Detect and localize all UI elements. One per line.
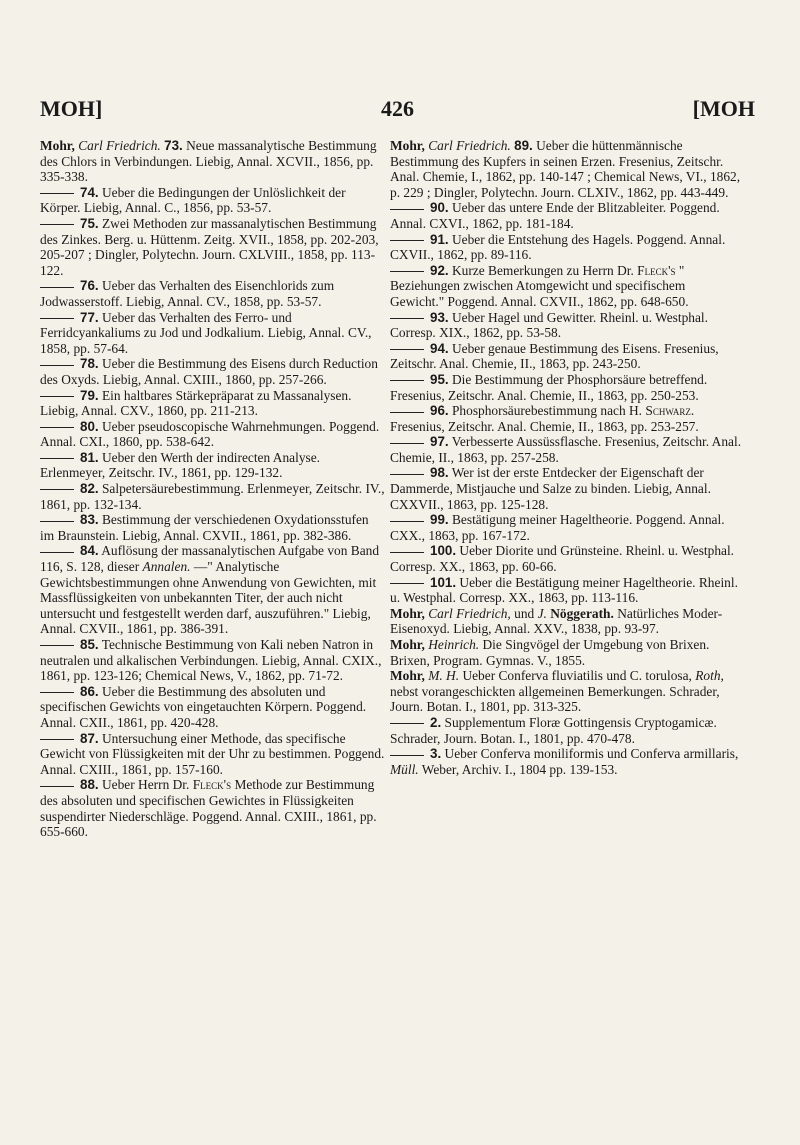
ditto-dash [40,521,74,522]
entry-text: Ueber pseudoscopische Wahrnehmungen. Poggend. Annal. CXI., 1860, pp. 538-642. [40,418,380,450]
entry-number: 81. [80,449,99,465]
entry-author: Mohr, [40,138,75,153]
entry-author-name: Carl Friedrich, [428,605,511,621]
entry-number: 84. [80,543,99,559]
entry-author-name: M. H. [428,668,460,684]
entry-text: Ueber die Bestätigung meiner Hageltheorie. Rheinl. u. Westphal. Corresp. XX., 1863, pp. 113-116. [390,574,738,606]
entry-number: 96. [430,403,449,419]
ditto-dash [40,458,74,459]
entry-number: 91. [430,231,449,247]
entry-text-cont: Fresenius, Zeitschr. Anal. Chemie, II., 1863, pp. 253-257. [390,418,699,434]
entry-text: Verbesserte Aussüssflasche. Fresenius, Zeitschr. Anal. Chemie, II., 1863, pp. 257-258. [390,434,742,465]
bibliography-entry [390,668,742,715]
entry-text: Natürliches Moder-Eisenoxyd. Liebig, Annal. XXV., 1838, pp. 93-97. [390,605,723,637]
entry-smallcaps: Fleck's [637,262,676,278]
ditto-dash [40,318,74,319]
entry-text-cont: —" Analytische Gewichtsbestimmungen ohne Anwendung von Gewichten, mit Massflüssigkeiten von unbekannten Titer, der auch nicht untersucht und festgestellt werden darf, auszuführen." Liebig, Annal. CXVII., 1861, pp. 386-391. [40,559,377,637]
entry-smallcaps: Fleck's [192,777,232,793]
entry-text: Ein haltbares Stärkepräparat zu Massanalysen. Liebig, Annal. CXV., 1860, pp. 211-213. [40,387,352,419]
bibliography-entry [40,450,385,481]
entry-number: 79. [80,387,99,403]
page-number: 426 [381,96,414,121]
bibliography-entry [40,637,385,684]
bibliography-entry [390,403,742,434]
bibliography-entry [390,512,742,543]
entry-text: Supplementum Floræ Gottingensis Cryptogamicæ. Schrader, Journ. Botan. I., 1801, pp. 470-478. [390,714,717,746]
ditto-dash [390,474,424,475]
entry-text: Ueber Diorite und Grünsteine. Rheinl. u. Westphal. Corresp. XX., 1863, pp. 60-66. [390,543,735,575]
entry-number: 82. [80,481,99,497]
entry-author-name: Carl Friedrich. [428,138,511,153]
ditto-dash [40,645,74,646]
entry-number: 80. [80,418,99,434]
entry-number: 3. [430,746,442,762]
entry-text: Bestätigung meiner Hageltheorie. Poggend. Annal. CXX., 1863, pp. 167-172. [390,512,725,543]
entry-number: 94. [430,340,449,356]
entry-text-cont: Methode zur Bestimmung des absoluten und specifischen Gewichtes in Flüssigkeiten suspendirter Niederschläge. Poggend. Annal. CXIII., 1861, pp. 655-660. [40,777,377,840]
ditto-dash [40,396,74,397]
right-column [390,138,742,777]
bibliography-entry [390,606,742,637]
ditto-dash [40,365,74,366]
entry-number: 77. [80,309,99,325]
entry-number: 83. [80,512,99,528]
entry-text: Untersuchung einer Methode, das specifische Gewicht von Flüssigkeiten mit der Uhr zu bestimmen. Poggend. Annal. CXIII., 1861, pp. 157-160. [40,730,385,777]
entry-text: Kurze Bemerkungen zu Herrn Dr. [451,262,634,278]
ditto-dash [390,349,424,350]
entry-text-cont: " Beziehungen zwischen Atomgewicht und specifischem Gewicht." Poggend. Annal. CXVII., 1862, pp. 648-650. [390,262,689,309]
entry-author-name: Carl Friedrich. [78,138,161,153]
header-right: [MOH [692,96,755,121]
entry-number: 87. [80,730,99,746]
entry-coauthor: Nöggerath. [550,605,614,621]
entry-text: Ueber die Bedingungen der Unlöslichkeit der Körper. Liebig, Annal. C., 1856, pp. 53-57. [40,184,346,216]
entry-text: Ueber die Bestimmung des Eisens durch Reduction des Oxyds. Liebig, Annal. CXIII., 1860, pp. 257-266. [40,356,378,387]
entry-text: Ueber den Werth der indirecten Analyse. Erlenmeyer, Zeitschr. IV., 1861, pp. 129-132. [40,449,321,481]
entry-text: Ueber die Entstehung des Hagels. Poggend. Annal. CXVII., 1862, pp. 89-116. [390,231,726,263]
ditto-dash [390,380,424,381]
bibliography-entry [390,543,742,574]
page-header [40,96,755,126]
bibliography-entry [40,138,385,185]
header-left: MOH] [40,96,103,121]
entry-text: Die Singvögel der Umgebung von Brixen. Brixen, Program. Gymnas. V., 1855. [390,637,710,668]
entry-number: 85. [80,637,99,652]
bibliography-entry [390,715,742,746]
entry-number: 78. [80,356,99,372]
entry-text: Phosphorsäurebestimmung nach H. [451,403,643,419]
entry-author-name: Heinrich. [428,637,480,652]
entry-text: Salpetersäurebestimmung. Erlenmeyer, Zeitschr. IV., 1861, pp. 132-134. [40,481,385,512]
bibliography-entry [40,543,385,637]
entry-number: 89. [514,138,533,153]
ditto-dash [390,583,424,584]
ditto-dash [390,412,424,413]
bibliography-entry [390,434,742,465]
ditto-dash [390,271,424,272]
entry-author: Mohr, [390,637,425,652]
bibliography-entry [390,138,742,200]
entry-number: 86. [80,683,99,699]
bibliography-entry [390,465,742,512]
ditto-dash [390,521,424,522]
entry-text: Ueber genaue Bestimmung des Eisens. Fresenius, Zeitschr. Anal. Chemie, II., 1863, pp. 243-250. [390,340,719,372]
entry-text: Ueber die Bestimmung des absoluten und specifischen Gewichts von eingetauchten Körpern. Poggend. Annal. CXII., 1861, pp. 420-428. [40,683,367,730]
entry-number: 101. [430,574,457,590]
bibliography-entry [40,777,385,839]
entry-number: 75. [80,215,99,231]
entry-smallcaps: Schwarz. [645,403,695,419]
bibliography-entry [390,341,742,372]
ditto-dash [40,287,74,288]
entry-number: 99. [430,512,449,528]
bibliography-entry [40,185,385,216]
entry-text: Ueber die hüttenmännische Bestimmung des Kupfers in seinen Erzen. Fresenius, Zeitschr. Anal. Chemie, I., 1862, pp. 140-147 ; Chemical News, VI., 1862, p. 229 ; Dingler, Polytechn. Journ. CLXIV., 1862, pp. 443-449. [390,138,741,200]
ditto-dash [40,692,74,693]
ditto-dash [390,552,424,553]
entry-conjunction: und [514,605,535,621]
entry-number: 2. [430,714,442,730]
bibliography-entry [390,372,742,403]
bibliography-entry [390,263,742,310]
ditto-dash [390,443,424,444]
entry-number: 92. [430,262,449,278]
entry-author: Mohr, [390,605,425,621]
entry-text-cont: nebst vorangeschickten allgemeinen Bemerkungen. Schrader, Journ. Botan. I., 1801, pp. 313-325. [390,683,720,715]
bibliography-entry [40,356,385,387]
entry-number: 93. [430,309,449,325]
bibliography-entry [40,512,385,543]
ditto-dash [40,489,74,490]
entry-number: 74. [80,184,99,200]
entry-italic: Müll. [390,761,419,777]
bibliography-entry [40,388,385,419]
ditto-dash [40,224,74,225]
ditto-dash [40,552,74,553]
entry-text: Ueber das Verhalten des Ferro- und Ferridcyankaliums zu Jod und Jodkalium. Liebig, Annal. CV., 1858, pp. 57-64. [40,309,372,356]
ditto-dash [40,193,74,194]
bibliography-entry [40,419,385,450]
entry-text: Ueber Conferva fluviatilis und C. torulosa, [462,668,692,684]
bibliography-entry [390,310,742,341]
ditto-dash [390,723,424,724]
entry-text-cont: Weber, Archiv. I., 1804 pp. 139-153. [421,761,618,777]
entry-text: Ueber das untere Ende der Blitzableiter. Poggend. Annal. CXVI., 1862, pp. 181-184. [390,200,720,231]
entry-number: 97. [430,434,449,450]
entry-author: Mohr, [390,668,425,684]
ditto-dash [40,786,74,787]
ditto-dash [390,209,424,210]
entry-number: 100. [430,543,457,559]
entry-number: 73. [164,138,183,153]
bibliography-entry [390,637,742,668]
entry-number: 98. [430,465,449,481]
bibliography-entry [40,731,385,778]
ditto-dash [390,755,424,756]
entry-text: Ueber Conferva moniliformis und Conferva armillaris, [444,746,739,762]
bibliography-entry [40,216,385,278]
entry-text: Bestimmung der verschiedenen Oxydationsstufen im Braunstein. Liebig, Annal. CXVII., 1861, pp. 382-386. [40,512,369,543]
entry-text: Technische Bestimmung von Kali neben Natron in neutralen und alkalischen Verbindungen. Liebig, Annal. CXIX., 1861, pp. 123-126; Chemical News, V., 1862, pp. 71-72. [40,637,382,684]
ditto-dash [390,318,424,319]
bibliography-entry [40,278,385,309]
entry-text: Ueber Hagel und Gewitter. Rheinl. u. Westphal. Corresp. XIX., 1862, pp. 53-58. [390,309,708,341]
bibliography-entry [390,575,742,606]
entry-text: Ueber Herrn Dr. [101,777,190,793]
bibliography-entry [40,684,385,731]
entry-text: Wer ist der erste Entdecker der Eigenschaft der Dammerde, Mistjauche und Salze zu binden. Liebig, Annal. CXXVII., 1863, pp. 125-128. [390,465,711,512]
entry-italic: Roth, [695,668,724,684]
ditto-dash [390,240,424,241]
ditto-dash [40,427,74,428]
entry-number: 90. [430,200,449,216]
entry-number: 95. [430,371,449,387]
entry-text: Ueber das Verhalten des Eisenchlorids zum Jodwasserstoff. Liebig, Annal. CV., 1858, pp. 53-57. [40,278,335,309]
entry-text: Zwei Methoden zur massanalytischen Bestimmung des Zinkes. Berg. u. Hüttenm. Zeitg. XVII., 1858, pp. 202-203, 205-207 ; Dingler, Polytechn. Journ. CXLVIII., 1858, pp. 113-122. [40,215,379,278]
left-column [40,138,385,840]
bibliography-entry [390,746,742,777]
entry-text: Die Bestimmung der Phosphorsäure betreffend. Fresenius, Zeitschr. Anal. Chemie, II., 1863, pp. 250-253. [390,371,708,403]
entry-italic: Annalen. [142,559,191,575]
entry-author: Mohr, [390,138,425,153]
bibliography-entry [40,481,385,512]
bibliography-entry [390,200,742,231]
entry-text: Neue massanalytische Bestimmung des Chlors in Verbindungen. Liebig, Annal. XCVII., 1856, pp. 335-338. [40,138,377,185]
entry-coauthor-initial: J. [537,605,547,621]
entry-text: Auflösung der massanalytischen Aufgabe von Band 116, S. 128, dieser [40,543,380,575]
ditto-dash [40,739,74,740]
entry-number: 88. [80,777,99,793]
bibliography-entry [40,310,385,357]
entry-number: 76. [80,278,99,294]
bibliography-entry [390,232,742,263]
